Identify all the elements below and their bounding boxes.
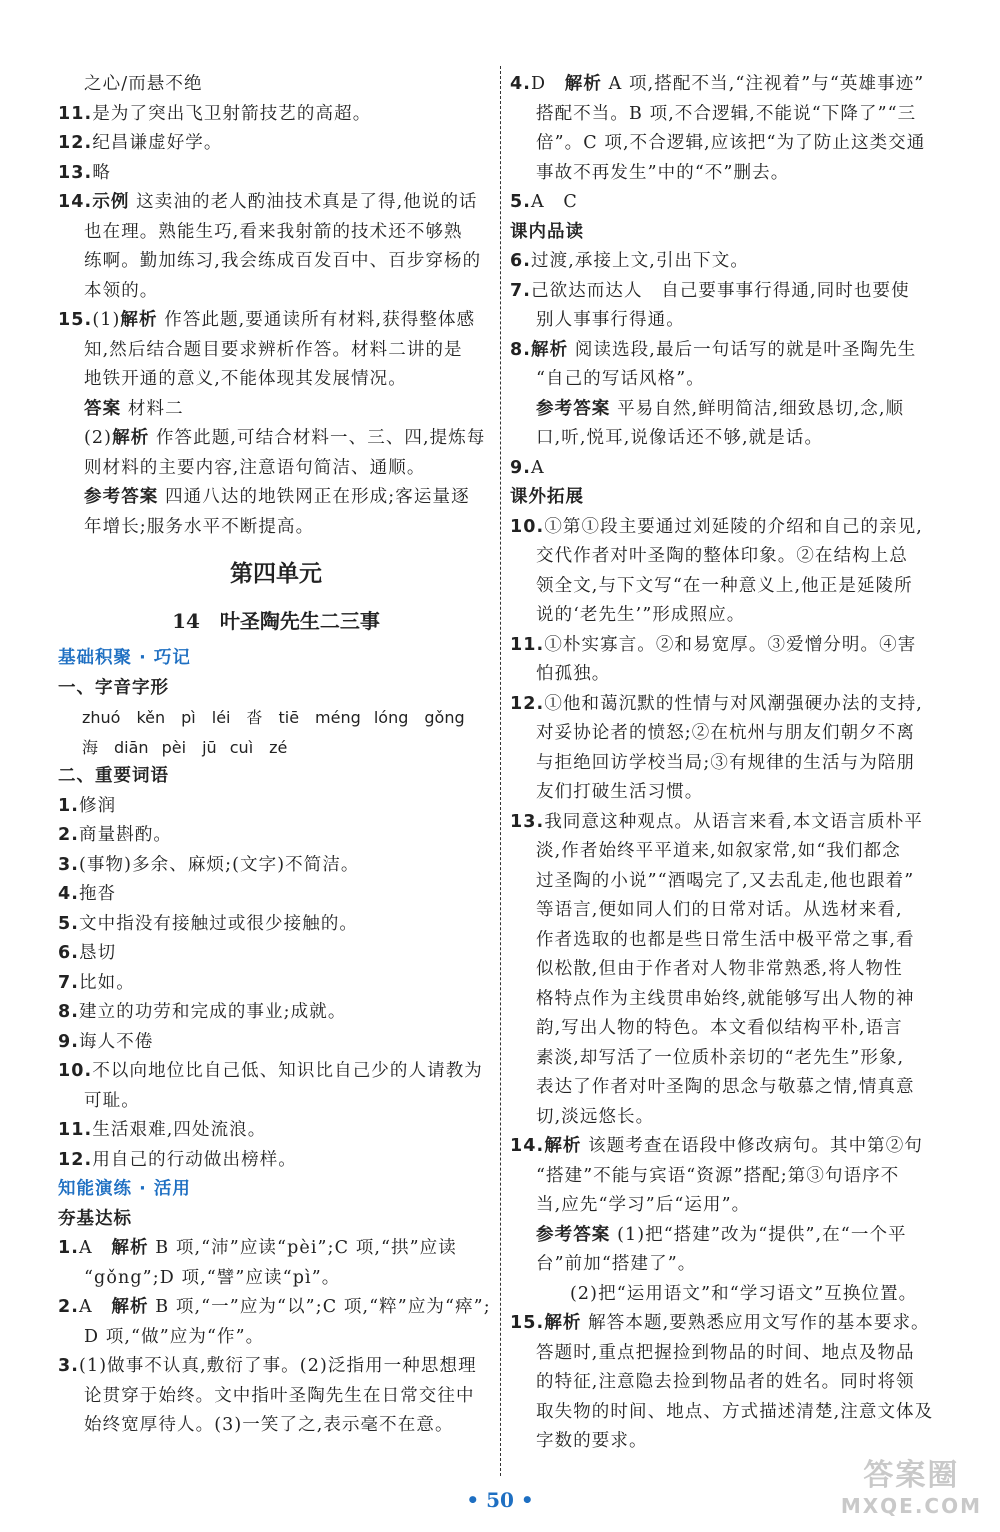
answer-14 (58, 188, 494, 218)
text-line: 韵,写出人物的特色。本文看似结构平朴,语言 (536, 1018, 903, 1038)
extra-14 (510, 1132, 940, 1162)
practice-7 (510, 277, 940, 307)
text-line: “gǒng”;D 项,“譬”应读“pì”。 (84, 1267, 341, 1288)
answer-15 (58, 306, 494, 336)
item-number: 11. (58, 1120, 93, 1140)
answer-text: 这卖油的老人酌油技术真是了得,他说的话 (129, 192, 478, 212)
item-number: 2. (58, 825, 80, 845)
text-line: 格特点作为主线贯串始终,就能够写出人物的神 (536, 988, 915, 1009)
answer-text: 文中指没有接触过或很少接触的。 (79, 913, 359, 934)
text-line: 可耻。 (84, 1090, 140, 1111)
item-number: 10. (58, 1061, 93, 1081)
text-line: 始终宽厚待人。(3)一笑了之,表示毫不在意。 (84, 1415, 454, 1435)
page-number: • 50 • (466, 1488, 534, 1512)
watermark-logo (841, 1450, 982, 1518)
section-heading-extra: 课外拓展 (510, 487, 584, 507)
answer-text: 比如。 (79, 972, 135, 993)
practice-4 (510, 70, 940, 100)
item-number: 3. (58, 854, 80, 875)
answer-text: (1)把“搭建”改为“提供”,在“一个平 (610, 1224, 907, 1245)
label: 解析 (112, 428, 150, 448)
answer-text: 商量斟酌。 (79, 825, 173, 845)
answer-text: B 项,“一”应为“以”;C 项,“粹”应为“瘁”; (148, 1297, 491, 1317)
answer-text: 生活艰难,四处流浪。 (92, 1120, 267, 1140)
extra-13 (510, 808, 940, 838)
text-line: 则材料的主要内容,注意语句简洁、通顺。 (84, 457, 426, 478)
label: 参考答案 (84, 487, 159, 507)
section-heading-basic: 基础积聚 · 巧记 (58, 648, 191, 668)
answer-text: ①朴实寡言。②和易宽厚。③爱憎分明。④害 (544, 634, 917, 655)
word-6 (58, 939, 494, 969)
item-number: 6. (58, 943, 80, 963)
item-number: 4. (58, 884, 80, 904)
text-line (510, 1221, 940, 1251)
answer-text: 平易自然,鲜明简洁,细致恳切,念,顺 (610, 398, 905, 419)
item-number: 14. (58, 192, 93, 212)
item-number: 11. (58, 103, 93, 124)
text-line: “搭建”不能与宾语“资源”搭配;第③句语序不 (536, 1165, 900, 1186)
answer-text: ①第①段主要通过刘延陵的介绍和自己的亲见, (544, 516, 923, 537)
item-number: 5. (58, 913, 80, 934)
text-line: (2)把“运用语文”和“学习语文”互换位置。 (570, 1283, 918, 1304)
text-line: 过圣陶的小说”“酒喝完了,又去乱走,他也跟着” (536, 870, 915, 891)
answer-13 (58, 159, 494, 189)
label: 解析 (120, 310, 158, 330)
word-2 (58, 821, 494, 851)
label: 解析 (531, 339, 569, 360)
text-line (58, 424, 494, 454)
text-line: 台”前加“搭建了”。 (536, 1254, 697, 1274)
answer-text: 我同意这种观点。从语言来看,本文语言质朴平 (544, 811, 923, 832)
text-line: 本领的。 (84, 280, 159, 301)
label: 解析 (111, 1297, 149, 1317)
text-line: 与拒绝回访学校当局;③有规律的生活与为陪朋 (536, 752, 915, 773)
text-line: 年增长;服务水平不断提高。 (84, 516, 315, 537)
answer-text: 诲人不倦 (79, 1031, 154, 1052)
word-4 (58, 880, 494, 910)
item-number: 1. (58, 1238, 80, 1258)
text-line (510, 395, 940, 425)
item-number: 14. (510, 1136, 545, 1156)
text: (2) (84, 428, 113, 448)
answer-text: 解答本题,要熟悉应用文写作的基本要求。 (581, 1313, 930, 1333)
item-number: 6. (510, 251, 532, 271)
answer-text: 略 (92, 162, 111, 183)
text-line: 当,应先“学习”后“运用”。 (536, 1195, 751, 1215)
text-line: 素淡,却写活了一位质朴亲切的“老先生”形象, (536, 1047, 905, 1068)
subheading: 一、字音字形 (58, 677, 169, 698)
extra-10 (510, 513, 940, 543)
text-line: 答题时,重点把握捡到物品的时间、地点及物品 (536, 1342, 915, 1363)
word-8 (58, 998, 494, 1028)
practice-8 (510, 336, 940, 366)
text: (1) (92, 310, 121, 330)
answer-text: 是为了突出飞卫射箭技艺的高超。 (92, 103, 372, 124)
answer-text: A (79, 1297, 112, 1317)
word-12 (58, 1146, 494, 1176)
answer-text: D (531, 74, 565, 94)
practice-1 (58, 1234, 494, 1264)
item-number: 3. (58, 1356, 80, 1376)
watermark-url: MXQE.COM (840, 1494, 982, 1518)
text-line: 的特征,注意隐去捡到物品者的姓名。同时将领 (536, 1372, 915, 1392)
extra-11 (510, 631, 940, 661)
section-heading-practice: 知能演练 · 活用 (58, 1179, 191, 1199)
label: 参考答案 (536, 1224, 611, 1245)
text-line: D 项,“做”应为“作”。 (84, 1326, 265, 1347)
pinyin-line: zhuó kěn pì léi 沓 tiē méng lóng gǒng (82, 708, 465, 727)
text-line: 事故不再发生”中的“不”删去。 (536, 162, 790, 183)
word-11 (58, 1116, 494, 1146)
text-line: 切,淡远悠长。 (536, 1106, 655, 1127)
text-line: 怕孤独。 (536, 664, 611, 684)
item-number: 13. (58, 162, 93, 183)
watermark-text: 答案圈 (863, 1458, 960, 1493)
answer-text: 用自己的行动做出榜样。 (92, 1149, 297, 1170)
answer-12 (58, 129, 494, 159)
text-line: 等语言,便如同人们的日常对话。从选材来看, (536, 900, 903, 920)
item-number: 2. (58, 1297, 80, 1317)
word-9 (58, 1028, 494, 1058)
practice-5 (510, 188, 940, 218)
item-number: 15. (58, 310, 93, 330)
item-number: 10. (510, 516, 545, 537)
extra-15 (510, 1309, 940, 1339)
text-line: 淡,作者始终平平道来,如叙家常,如“我们都念 (536, 841, 901, 861)
word-10 (58, 1057, 494, 1087)
answer-text: 己欲达而达人 自己要事事行得通,同时也要使 (531, 280, 910, 301)
item-number: 8. (58, 1002, 80, 1022)
subheading: 二、重要词语 (58, 766, 169, 786)
answer-text: A C (531, 192, 578, 212)
item-number: 9. (58, 1031, 80, 1052)
item-number: 8. (510, 339, 532, 360)
lesson-title: 14 叶圣陶先生二三事 (172, 609, 380, 633)
item-number: 5. (510, 192, 532, 212)
practice-6 (510, 247, 940, 277)
answer-text: 该题考查在语段中修改病句。其中第②句 (581, 1136, 923, 1156)
word-5 (58, 910, 494, 940)
text-line: 练啊。勤加练习,我会练成百发百中、百步穿杨的 (84, 251, 482, 271)
text-line: 之心/而悬不绝 (84, 74, 203, 94)
answer-text: 不以向地位比自己低、知识比自己少的人请教为 (92, 1061, 483, 1081)
text-line: 对妥协论者的愤怒;②在杭州与朋友们朝夕不离 (536, 723, 915, 743)
practice-9 (510, 454, 940, 484)
answer-text: (事物)多余、麻烦;(文字)不简洁。 (79, 854, 360, 875)
item-number: 12. (58, 1149, 93, 1170)
text-line: 字数的要求。 (536, 1431, 648, 1451)
text-line: 论贯穿于始终。文中指叶圣陶先生在日常交往中 (84, 1385, 475, 1406)
item-number: 13. (510, 811, 545, 832)
item-number: 1. (58, 795, 80, 816)
text-line: 说的‘老先生’”形成照应。 (536, 605, 746, 625)
label: 答案 (84, 398, 122, 419)
answer-text: 阅读选段,最后一句话写的就是叶圣陶先生 (568, 339, 917, 360)
text-line: 似松散,但由于作者对人物非常熟悉,将人物性 (536, 959, 903, 979)
text-line (58, 483, 494, 513)
answer-text: (1)做事不认真,敷衍了事。(2)泛指用一种思想理 (79, 1356, 477, 1376)
column-separator (500, 66, 501, 1476)
answer-text: 恳切 (79, 943, 117, 963)
word-3 (58, 851, 494, 881)
answer-text: 四通八达的地铁网正在形成;客运量逐 (158, 487, 470, 507)
answer-text: A (531, 457, 545, 478)
item-number: 11. (510, 634, 545, 655)
item-number: 12. (510, 693, 545, 714)
answer-11 (58, 100, 494, 130)
item-number: 7. (58, 972, 80, 993)
answer-text: 修润 (79, 795, 117, 816)
item-number: 4. (510, 74, 532, 94)
text-line: 取失物的时间、地点、方式描述清楚,注意文体及 (536, 1401, 934, 1422)
answer-text: 材料二 (121, 398, 184, 419)
label: 解析 (564, 74, 602, 94)
answer-text: 纪昌谦虚好学。 (92, 133, 223, 153)
text-line: 也在理。熟能生巧,看来我射箭的技术还不够熟 (84, 221, 463, 242)
subheading: 夯基达标 (58, 1208, 132, 1229)
text-line: 知,然后结合题目要求辨析作答。材料二讲的是 (84, 339, 463, 360)
answer-text: A (79, 1238, 112, 1258)
text-line: 作者选取的也都是些日常生活中极平常之事,看 (536, 929, 915, 950)
text-line: 表达了作者对叶圣陶的思念与敬慕之情,情真意 (536, 1077, 915, 1097)
label: 解析 (111, 1238, 149, 1258)
label: 参考答案 (536, 398, 611, 419)
right-column (510, 70, 940, 1457)
label: 解析 (544, 1136, 582, 1156)
item-number: 9. (510, 457, 532, 478)
item-number: 15. (510, 1313, 545, 1333)
unit-title: 第四单元 (230, 560, 322, 587)
text-line: “自己的写话风格”。 (536, 369, 705, 389)
section-heading-inclass: 课内品读 (510, 221, 584, 242)
text-line: 别人事事行得通。 (536, 310, 685, 330)
answer-text: 建立的功劳和完成的事业;成就。 (79, 1002, 347, 1022)
answer-text: B 项,“沛”应读“pèi”;C 项,“拱”应读 (148, 1238, 457, 1258)
label: 示例 (92, 192, 130, 212)
answer-text: A 项,搭配不当,“注视着”与“英雄事迹” (601, 74, 925, 94)
label: 解析 (544, 1313, 582, 1333)
text-line: 交代作者对叶圣陶的整体印象。②在结构上总 (536, 546, 908, 566)
text-line: 搭配不当。B 项,不合逻辑,不能说“下降了”“三 (536, 103, 917, 124)
answer-text: 过渡,承接上文,引出下文。 (531, 251, 749, 271)
item-number: 12. (58, 133, 93, 153)
left-column (58, 70, 494, 1441)
word-7 (58, 969, 494, 999)
text-line: 领全文,与下文写“在一种意义上,他正是延陵所 (536, 575, 913, 596)
answer-text: ①他和蔼沉默的性情与对风潮强硬办法的支持, (544, 693, 923, 714)
answer-text: 作答此题,要通读所有材料,获得整体感 (157, 310, 476, 330)
text-line: 友们打破生活习惯。 (536, 782, 704, 802)
extra-12 (510, 690, 940, 720)
text-line: 口,听,悦耳,说像话还不够,就是话。 (536, 428, 824, 448)
text-line (58, 395, 494, 425)
practice-2 (58, 1293, 494, 1323)
text-line: 倍”。C 项,不合逻辑,应该把“为了防止这类交通 (536, 133, 926, 153)
text-line: 地铁开通的意义,不能体现其发展情况。 (84, 369, 407, 389)
answer-text: 拖沓 (79, 884, 117, 904)
practice-3 (58, 1352, 494, 1382)
item-number: 7. (510, 280, 532, 301)
answer-text: 作答此题,可结合材料一、三、四,提炼每 (149, 428, 486, 448)
pinyin-line: 海 diān pèi jū cuì zé (82, 737, 288, 757)
word-1 (58, 792, 494, 822)
